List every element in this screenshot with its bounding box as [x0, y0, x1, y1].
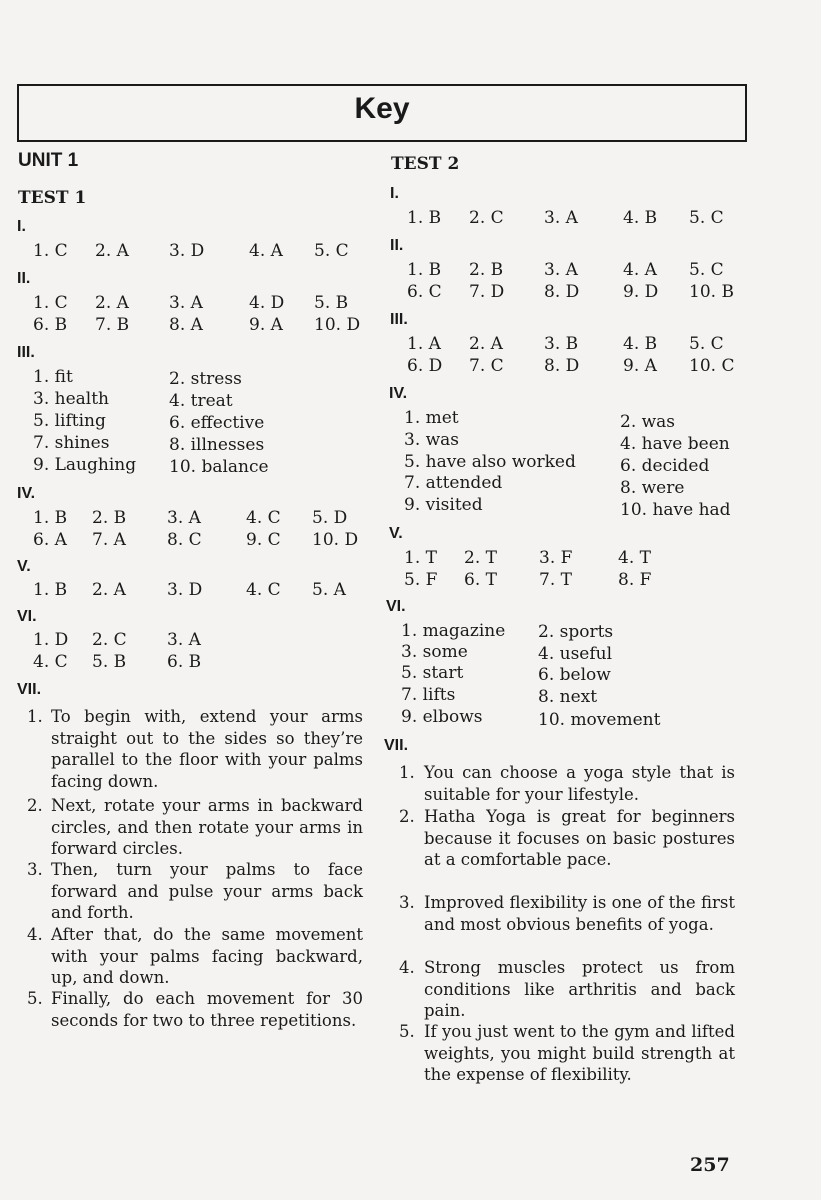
- test1-section-label: II.: [17, 270, 31, 287]
- test1-section-label: IV.: [17, 485, 36, 502]
- paragraph-item: [399, 1021, 735, 1086]
- answer-item: 4. B: [623, 334, 658, 354]
- paragraph-item: [27, 706, 363, 792]
- answer-item: 7. attended: [404, 473, 503, 493]
- answer-item: 5. lifting: [33, 411, 106, 431]
- answer-item: 1. B: [33, 580, 68, 600]
- answer-item: 10. balance: [169, 457, 269, 477]
- answer-item: 7. lifts: [401, 685, 456, 705]
- item-text: To begin with, extend your arms straight out to the sides so they’re parallel to the floor with your palms facing down.: [51, 707, 363, 791]
- answer-item: 2. A: [469, 334, 503, 354]
- answer-item: 1. C: [33, 241, 68, 261]
- answer-item: 6. C: [407, 282, 442, 302]
- paragraph-item: [399, 806, 735, 871]
- item-text: Finally, do each movement for 30 seconds for two to three repetitions.: [51, 989, 363, 1030]
- answer-item: 2. was: [620, 412, 676, 432]
- answer-item: 6. A: [33, 530, 67, 550]
- answer-item: 6. effective: [169, 413, 265, 433]
- paragraph-item: [27, 859, 363, 924]
- answer-item: 7. C: [469, 356, 504, 376]
- answer-item: 4. useful: [538, 644, 613, 664]
- item-text: Strong muscles protect us from conditions like arthritis and back pain.: [424, 958, 735, 1020]
- answer-item: 5. C: [314, 241, 349, 261]
- answer-item: 2. C: [469, 208, 504, 228]
- key-title: Key: [354, 92, 410, 125]
- answer-item: 3. A: [544, 208, 578, 228]
- item-text: You can choose a yoga style that is suitable for your lifestyle.: [424, 763, 735, 804]
- answer-item: 4. T: [618, 548, 651, 568]
- answer-item: 5. F: [404, 570, 438, 590]
- paragraph-item: [27, 795, 363, 860]
- item-text: Improved flexibility is one of the first and most obvious benefits of yoga.: [424, 893, 735, 934]
- answer-item: 8. F: [618, 570, 652, 590]
- answer-item: 1. B: [407, 208, 442, 228]
- answer-item: 5. B: [92, 652, 127, 672]
- answer-item: 10. D: [314, 315, 361, 335]
- item-number: 5.: [399, 1022, 415, 1041]
- answer-item: 5. C: [689, 208, 724, 228]
- answer-item: 3. A: [167, 508, 201, 528]
- paragraph-item: [399, 957, 735, 1022]
- test1-section-label: III.: [17, 344, 35, 361]
- test2-section-label: IV.: [389, 385, 408, 402]
- answer-item: 4. D: [249, 293, 285, 313]
- answer-item: 4. have been: [620, 434, 730, 454]
- answer-item: 8. A: [169, 315, 203, 335]
- item-text: Hatha Yoga is great for beginners because it focuses on basic postures at a comfortable pace.: [424, 807, 735, 869]
- answer-item: 3. F: [539, 548, 573, 568]
- test1-title: TEST 1: [18, 188, 87, 208]
- item-text: After that, do the same movement with your palms facing backward, up, and down.: [51, 925, 363, 987]
- answer-item: 2. A: [92, 580, 126, 600]
- answer-item: 3. health: [33, 389, 109, 409]
- answer-item: 3. was: [404, 430, 460, 450]
- answer-item: 8. C: [167, 530, 202, 550]
- answer-item: 9. elbows: [401, 707, 483, 727]
- answer-item: 4. B: [623, 208, 658, 228]
- answer-item: 8. next: [538, 687, 598, 707]
- answer-item: 2. C: [92, 630, 127, 650]
- answer-item: 2. A: [95, 293, 129, 313]
- answer-item: 2. sports: [538, 622, 614, 642]
- answer-item: 10. B: [689, 282, 734, 302]
- item-text: Then, turn your palms to face forward and pulse your arms back and forth.: [51, 860, 363, 922]
- answer-item: 4. C: [246, 508, 281, 528]
- answer-item: 6. T: [464, 570, 497, 590]
- answer-item: 2. T: [464, 548, 497, 568]
- answer-item: 7. B: [95, 315, 130, 335]
- test1-section-label: VII.: [17, 681, 42, 698]
- answer-item: 9. C: [246, 530, 281, 550]
- answer-item: 1. A: [407, 334, 441, 354]
- answer-item: 9. visited: [404, 495, 483, 515]
- answer-item: 3. D: [167, 580, 203, 600]
- answer-item: 1. B: [407, 260, 442, 280]
- item-number: 1.: [27, 707, 43, 726]
- answer-item: 7. A: [92, 530, 126, 550]
- unit-label: UNIT 1: [18, 150, 79, 171]
- answer-item: 2. B: [469, 260, 504, 280]
- answer-item: 6. B: [167, 652, 202, 672]
- answer-item: 4. C: [246, 580, 281, 600]
- answer-item: 5. have also worked: [404, 452, 576, 472]
- item-text: If you just went to the gym and lifted weights, you might build strength at the expense of flexibility.: [424, 1022, 735, 1084]
- answer-item: 6. decided: [620, 456, 710, 476]
- answer-item: 6. D: [407, 356, 443, 376]
- test2-section-label: III.: [390, 311, 408, 328]
- answer-item: 2. stress: [169, 369, 242, 389]
- item-number: 3.: [27, 860, 43, 879]
- answer-item: 6. below: [538, 665, 611, 685]
- answer-item: 1. magazine: [401, 621, 506, 641]
- answer-item: 1. B: [33, 508, 68, 528]
- item-text: Next, rotate your arms in backward circles, and then rotate your arms in forward circles.: [51, 796, 363, 858]
- test1-section-label: V.: [17, 558, 31, 575]
- test1-section-label: VI.: [17, 608, 37, 625]
- answer-item: 5. D: [312, 508, 348, 528]
- answer-item: 5. B: [314, 293, 349, 313]
- answer-item: 5. A: [312, 580, 346, 600]
- answer-item: 4. A: [623, 260, 657, 280]
- item-number: 1.: [399, 763, 415, 782]
- answer-item: 5. start: [401, 663, 464, 683]
- answer-item: 10. D: [312, 530, 359, 550]
- answer-item: 10. have had: [620, 500, 731, 520]
- test2-section-label: V.: [389, 525, 403, 542]
- item-number: 3.: [399, 893, 415, 912]
- answer-item: 9. Laughing: [33, 455, 137, 475]
- answer-item: 2. B: [92, 508, 127, 528]
- answer-item: 7. D: [469, 282, 505, 302]
- test2-section-label: VII.: [384, 737, 409, 754]
- answer-item: 9. A: [249, 315, 283, 335]
- answer-item: 5. C: [689, 334, 724, 354]
- answer-item: 7. shines: [33, 433, 110, 453]
- page-number: 257: [690, 1154, 730, 1176]
- answer-item: 3. some: [401, 642, 468, 662]
- test2-title: TEST 2: [391, 154, 460, 174]
- answer-item: 3. A: [169, 293, 203, 313]
- paragraph-item: [27, 988, 363, 1031]
- paragraph-item: [399, 762, 735, 805]
- test2-section-label: VI.: [386, 598, 406, 615]
- answer-item: 10. C: [689, 356, 735, 376]
- answer-item: 4. treat: [169, 391, 233, 411]
- item-number: 4.: [27, 925, 43, 944]
- answer-item: 1. fit: [33, 367, 73, 387]
- answer-item: 8. illnesses: [169, 435, 265, 455]
- answer-item: 6. B: [33, 315, 68, 335]
- test2-section-label: II.: [390, 237, 404, 254]
- item-number: 2.: [27, 796, 43, 815]
- answer-item: 2. A: [95, 241, 129, 261]
- paragraph-item: [27, 924, 363, 989]
- answer-item: 8. were: [620, 478, 685, 498]
- answer-item: 10. movement: [538, 710, 661, 730]
- paragraph-item: [399, 892, 735, 935]
- answer-item: 8. D: [544, 356, 580, 376]
- item-number: 2.: [399, 807, 415, 826]
- test2-section-label: I.: [390, 185, 399, 202]
- answer-item: 9. A: [623, 356, 657, 376]
- answer-item: 3. B: [544, 334, 579, 354]
- answer-item: 9. D: [623, 282, 659, 302]
- answer-item: 1. met: [404, 408, 459, 428]
- answer-item: 1. T: [404, 548, 437, 568]
- answer-item: 3. A: [167, 630, 201, 650]
- item-number: 5.: [27, 989, 43, 1008]
- key-header-box: [17, 84, 747, 142]
- answer-item: 4. A: [249, 241, 283, 261]
- answer-item: 1. C: [33, 293, 68, 313]
- item-number: 4.: [399, 958, 415, 977]
- test1-section-label: I.: [17, 218, 26, 235]
- answer-item: 4. C: [33, 652, 68, 672]
- answer-item: 1. D: [33, 630, 69, 650]
- answer-item: 5. C: [689, 260, 724, 280]
- answer-item: 3. A: [544, 260, 578, 280]
- answer-item: 8. D: [544, 282, 580, 302]
- answer-item: 7. T: [539, 570, 572, 590]
- answer-item: 3. D: [169, 241, 205, 261]
